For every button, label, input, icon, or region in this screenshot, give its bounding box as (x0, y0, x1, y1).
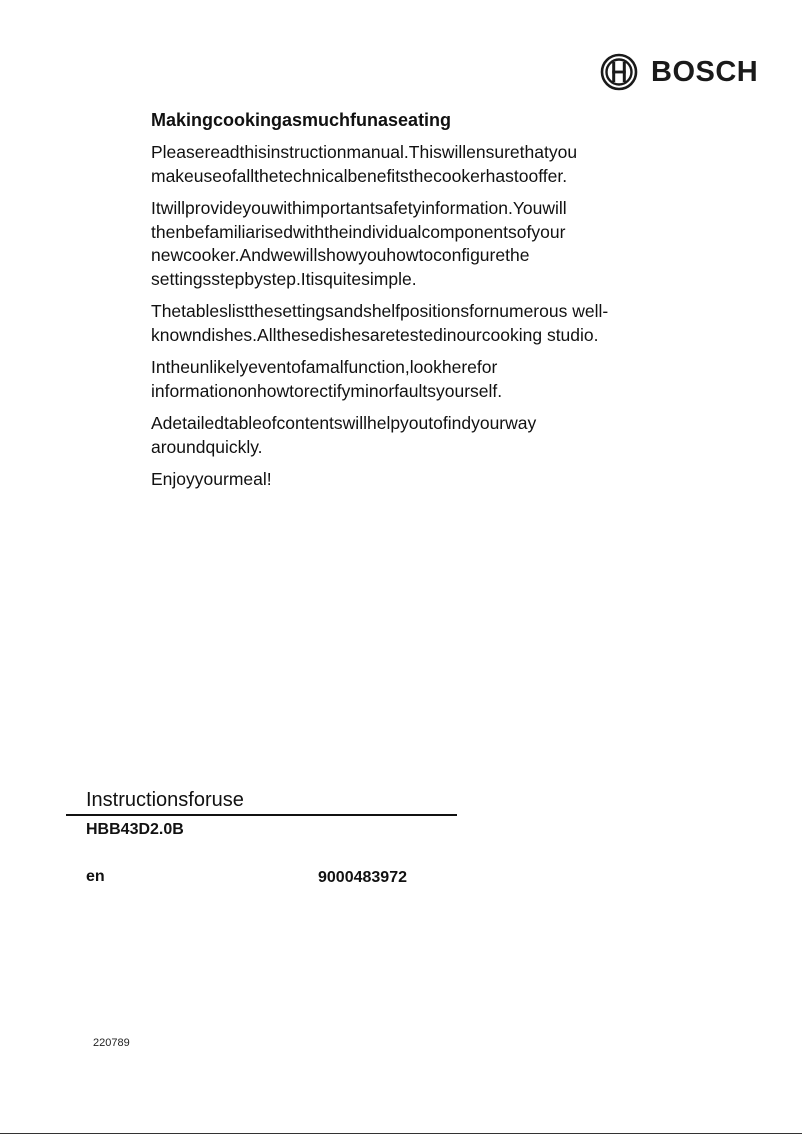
document-title: Instructionsforuse (86, 789, 244, 811)
page-bottom-edge (0, 1133, 802, 1134)
document-number: 9000483972 (318, 869, 407, 886)
intro-paragraph: Intheunlikelyeventofamalfunction,lookherefor informationonhowtorectifyminorfaultsyourself. (151, 357, 503, 401)
intro-paragraph: Adetailedtableofcontentswillhelpyoutofindyourway aroundquickly. (151, 413, 537, 457)
intro-title: Makingcookingasmuchfunaseating (151, 110, 452, 130)
bosch-armature-icon (600, 53, 638, 91)
brand-logo (600, 53, 758, 91)
title-divider (66, 814, 457, 816)
language-code: en (86, 868, 105, 885)
intro-paragraph: Pleasereadthisinstructionmanual.Thiswillensurethatyou makeuseofallthetechnicalbenefitsthecookerhastooffer. (151, 142, 578, 186)
model-number: HBB43D2.0B (86, 821, 184, 838)
document-title-block (86, 788, 466, 812)
intro-paragraph: Thetableslistthesettingsandshelfpositionsfornumerous well-knowndishes.Allthesedishesaretestedinourcooking studio. (151, 301, 609, 345)
intro-paragraph: Enjoyyourmeal! (151, 469, 272, 489)
intro-section (151, 108, 621, 501)
brand-name: BOSCH (651, 56, 759, 88)
print-code: 220789 (93, 1037, 130, 1049)
intro-paragraph: Itwillprovideyouwithimportantsafetyinformation.Youwill thenbefamiliarisedwiththeindividualcomponentsofyour newcooker.Andwewillshowyouhowtoconfigurethe settingsstepbystep.Itisquitesimple. (151, 198, 567, 289)
